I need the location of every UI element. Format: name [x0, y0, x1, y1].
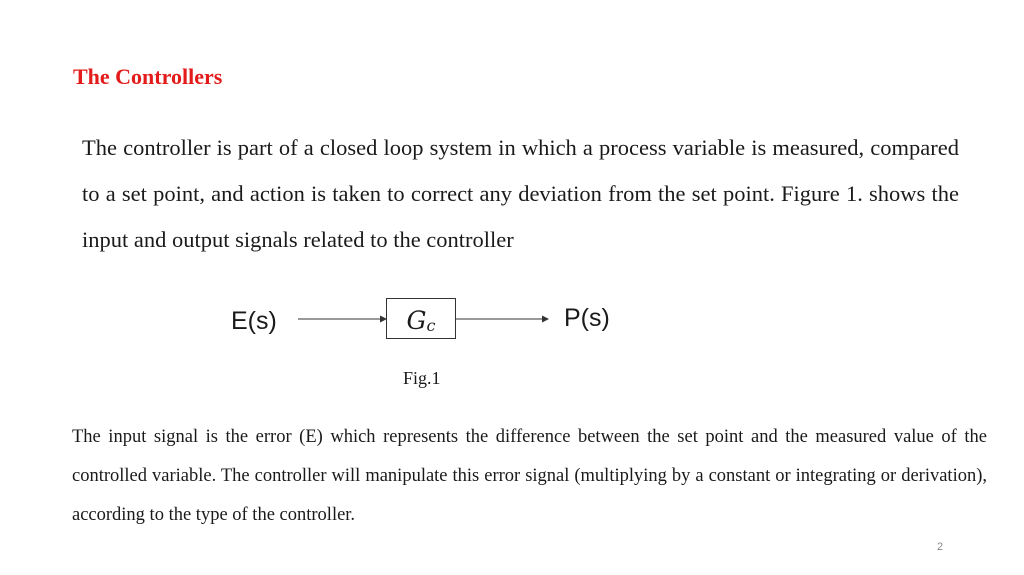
page-number: 2 [937, 541, 944, 553]
controller-block [386, 298, 456, 339]
input-arrow [298, 312, 388, 326]
figure-caption: Fig.1 [403, 368, 441, 388]
input-signal-label: E(s) [231, 307, 277, 335]
output-arrow [456, 312, 550, 326]
explanation-paragraph: The input signal is the error (E) which represents the difference between the set point and the measured value of the controlled variable. The controller will manipulate this error signal (multiplying by a constant or integrating or derivation), according to the type of the controller. [72, 427, 987, 525]
output-signal-label: P(s) [564, 304, 610, 332]
intro-paragraph: The controller is part of a closed loop system in which a process variable is measured, compared to a set point, and action is taken to correct any deviation from the set point. Figure 1. shows the input and output signals related to the controller [82, 135, 959, 252]
controller-subscript: c [426, 316, 436, 335]
controller-symbol: $G_c$ [406, 306, 436, 335]
slide-title: The Controllers [73, 64, 223, 89]
